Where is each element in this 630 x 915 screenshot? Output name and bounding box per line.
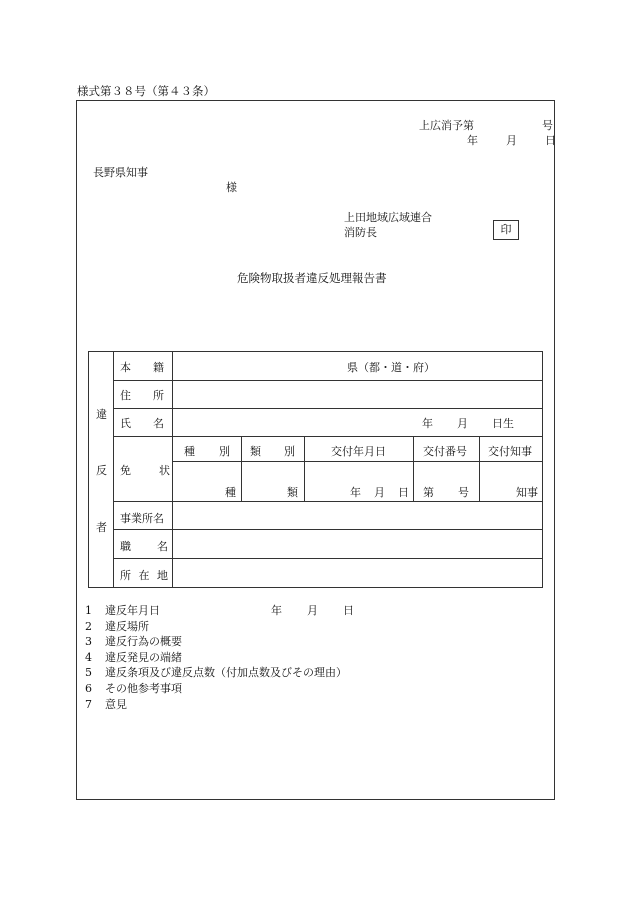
label-shozaichi: 所 在 地 <box>120 569 168 582</box>
unit-rui: 類 <box>287 486 298 499</box>
date-year: 年 <box>467 134 478 147</box>
side-label-char: 違 <box>96 408 107 421</box>
birth-year: 年 <box>422 417 433 430</box>
label-jigyosho: 事業所名 <box>120 512 164 525</box>
ref-suffix: 号 <box>542 119 553 132</box>
label-honseki: 本 籍 <box>120 361 164 374</box>
label-jusho: 住 所 <box>120 389 164 402</box>
grid-line <box>172 461 542 462</box>
list-item: 3 違反行為の概要 <box>85 635 182 649</box>
list-item: 4 違反発見の端緒 <box>85 650 182 664</box>
birth-day: 日生 <box>492 417 514 430</box>
reference-number[interactable] <box>419 117 553 133</box>
shozaichi-field[interactable] <box>173 559 541 586</box>
sender-org: 上田地域広域連合 <box>344 211 432 224</box>
header-shubetsu: 種 別 <box>184 445 230 458</box>
side-label-char: 反 <box>96 464 107 477</box>
grid-line <box>479 436 480 501</box>
grid-line <box>241 436 242 501</box>
header-ruibetsu: 類 別 <box>250 445 295 458</box>
sender-title: 消防長 <box>344 226 377 239</box>
report-date[interactable] <box>467 132 556 148</box>
list-item: 6 その他参考事項 <box>85 681 182 695</box>
grid-line <box>113 436 542 437</box>
list-item: 2 違反場所 <box>85 619 149 633</box>
honseki-field[interactable] <box>173 353 541 379</box>
honseki-value: 県（都・道・府） <box>347 361 435 374</box>
unit-shu: 種 <box>225 486 236 499</box>
header-koufu-date: 交付年月日 <box>331 445 386 458</box>
date-month: 月 <box>506 134 517 147</box>
report-items <box>85 603 354 712</box>
unit-year: 年 <box>350 486 361 499</box>
unit-chiji: 知事 <box>516 486 538 499</box>
seal-stamp-box: 印 <box>493 220 519 240</box>
side-label-char: 者 <box>96 521 107 534</box>
unit-dai: 第 <box>423 486 434 499</box>
list-item: 1 違反年月日 年 月 日 <box>85 604 354 617</box>
grid-line <box>304 436 305 501</box>
unit-month: 月 <box>374 486 385 499</box>
ref-prefix: 上広消予第 <box>419 119 474 132</box>
violator-table <box>88 351 543 588</box>
addressee: 長野県知事 <box>93 166 148 179</box>
unit-go: 号 <box>458 486 469 499</box>
birth-month: 月 <box>457 417 468 430</box>
header-koufu-chiji: 交付知事 <box>488 445 532 458</box>
form-number-label: 様式第３８号（第４３条） <box>77 84 215 98</box>
label-menjo: 免 状 <box>120 464 170 477</box>
label-shimei: 氏 名 <box>120 417 164 430</box>
grid-line <box>413 436 414 501</box>
date-day: 日 <box>545 134 556 147</box>
list-item: 5 違反条項及び違反点数（付加点数及びその理由） <box>85 666 347 680</box>
list-item: 7 意見 <box>85 697 127 711</box>
document-title: 危険物取扱者違反処理報告書 <box>237 271 387 285</box>
label-shoku: 職 名 <box>120 540 168 553</box>
jusho-field[interactable] <box>173 381 541 407</box>
header-koufu-no: 交付番号 <box>423 445 467 458</box>
shoku-field[interactable] <box>173 530 541 557</box>
jigyosho-field[interactable] <box>173 502 541 528</box>
unit-day: 日 <box>398 486 409 499</box>
grid-line <box>113 352 114 587</box>
honorific: 様 <box>226 181 237 194</box>
shimei-field[interactable] <box>173 409 541 435</box>
